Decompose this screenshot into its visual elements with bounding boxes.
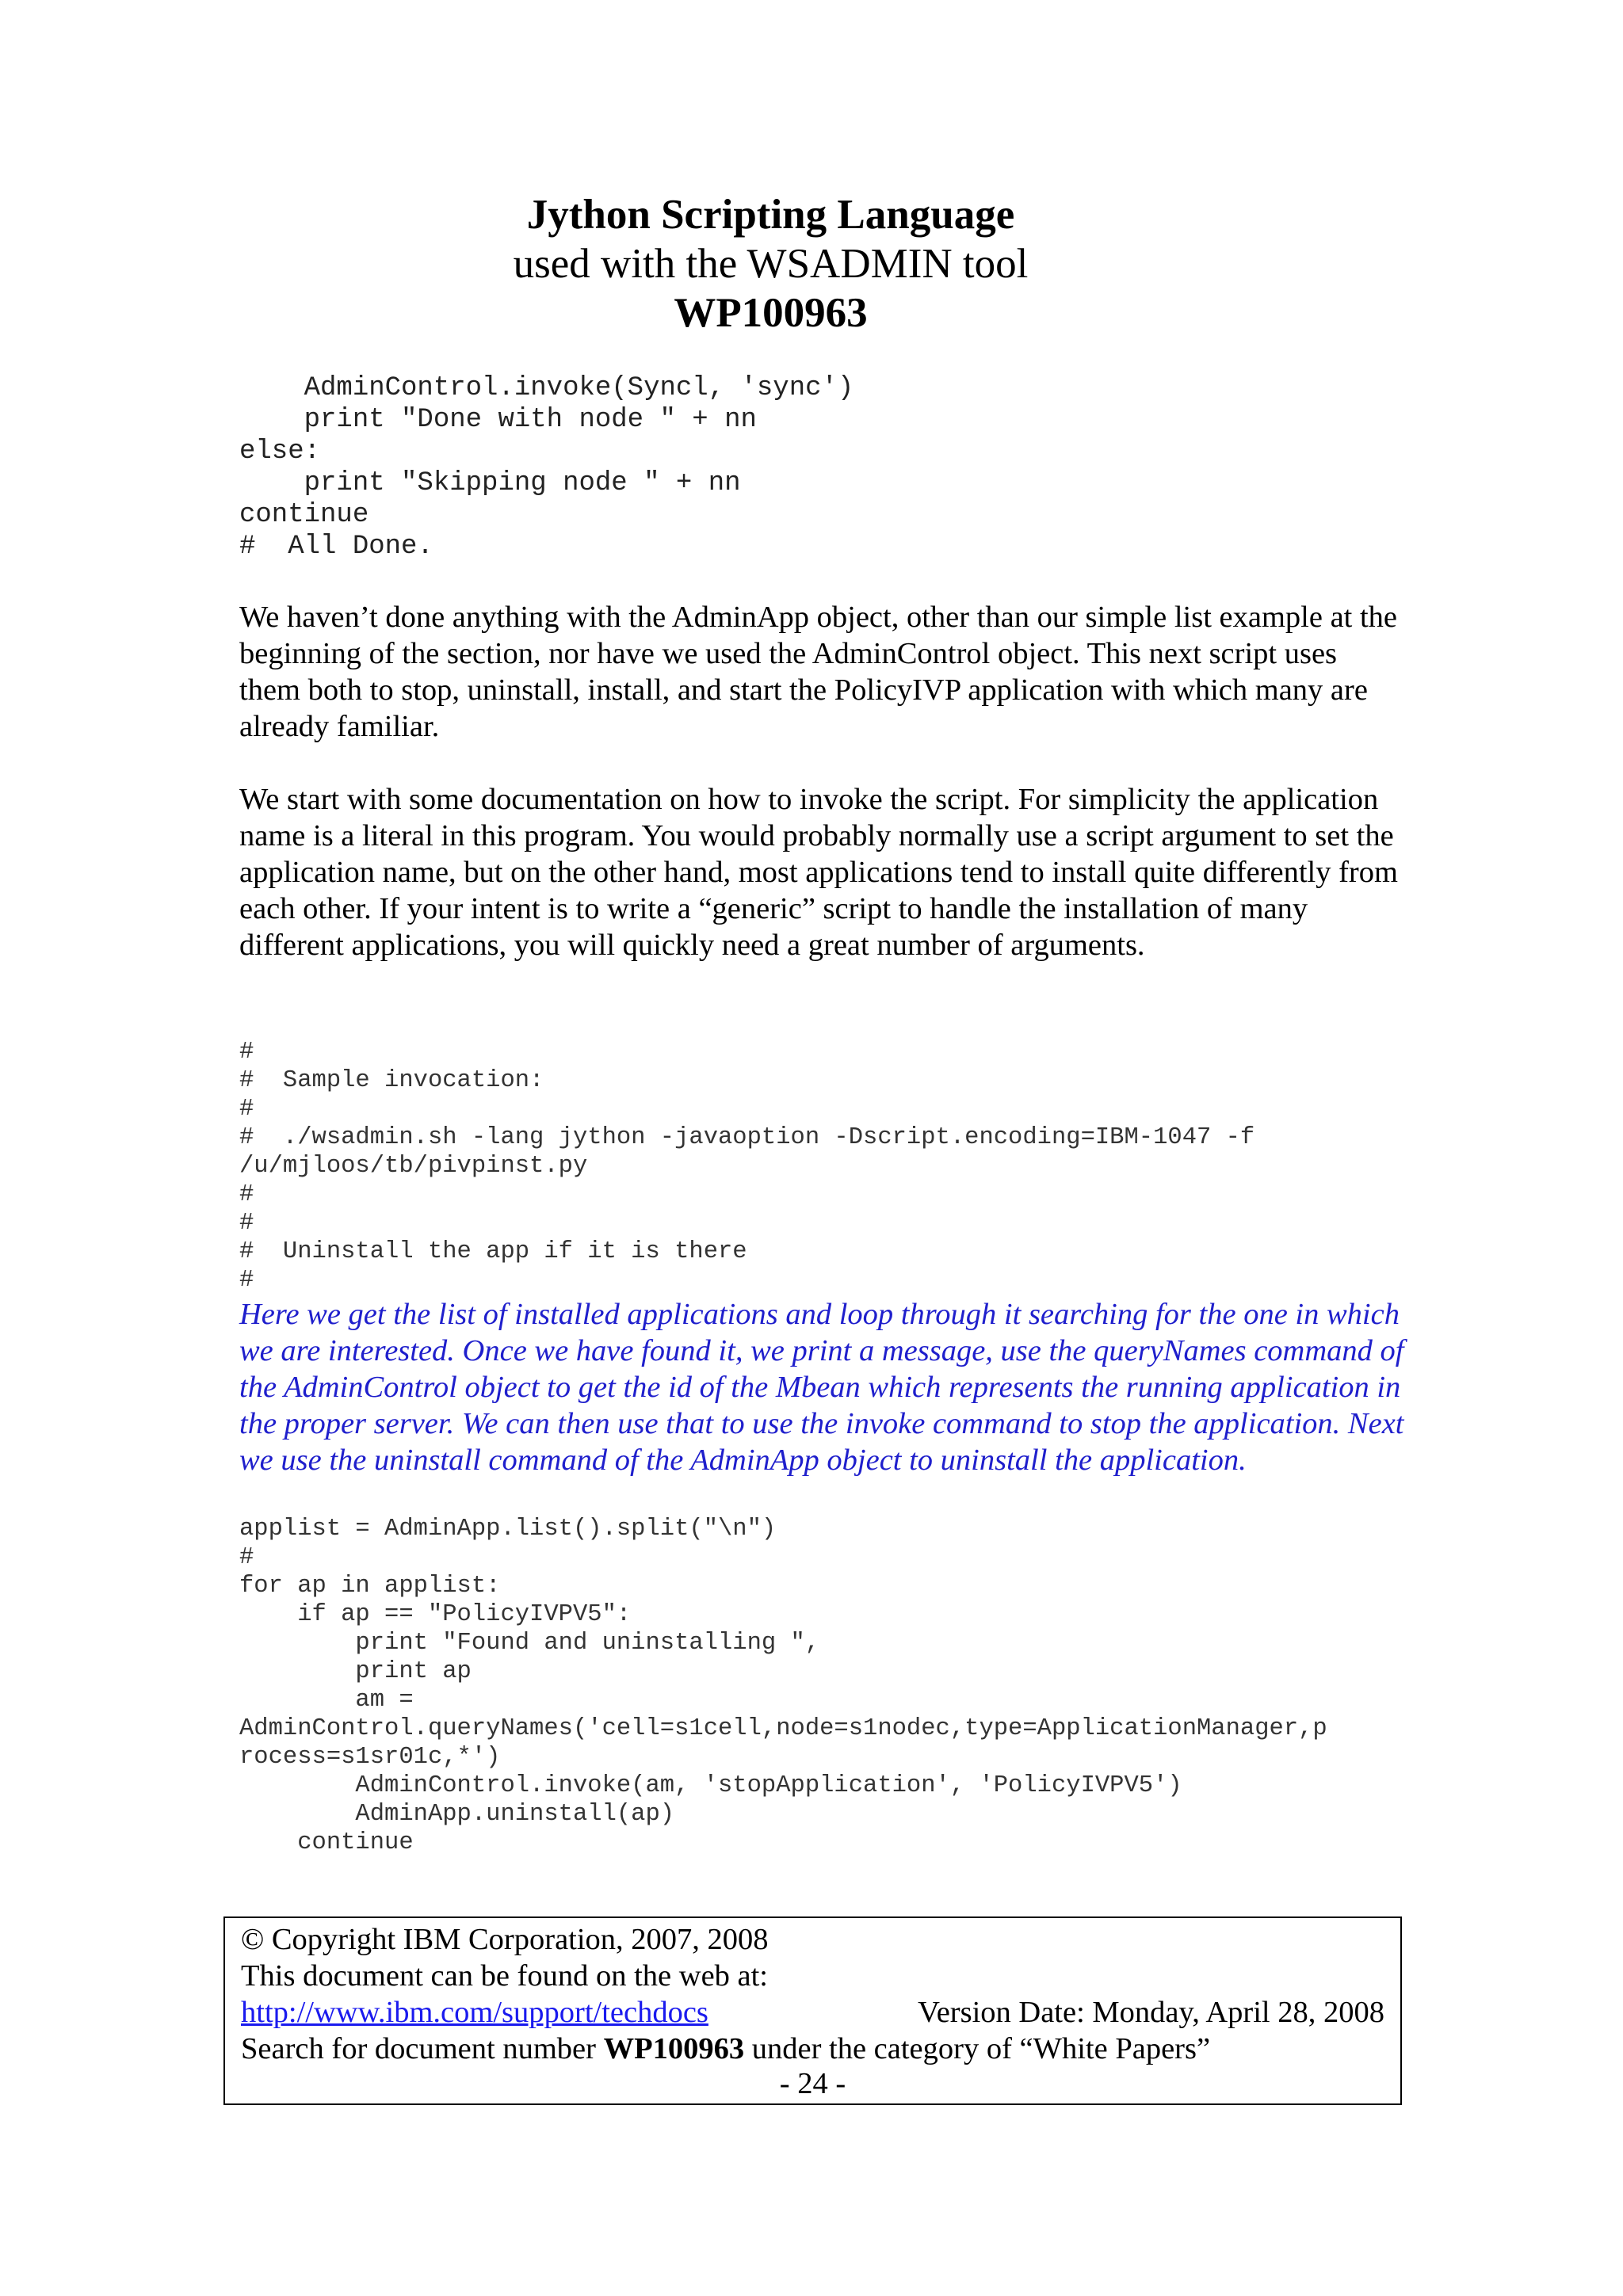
code-block-sample-invocation: # # Sample invocation: # # ./wsadmin.sh -lang jython -javaoption -Dscript.encoding=IBM-1047 -f /u/mjloos/tb/pivpinst.py # # # Uninstall the app if it is there # bbox=[239, 1039, 1255, 1294]
footer-search-suffix: under the category of “White Papers” bbox=[744, 2032, 1211, 2065]
paragraph-invocation-docs: We start with some documentation on how to invoke the script. For simplicity the application name is a literal in this program. You would probably normally use a script argument to set the application name, but on the other hand, most applications tend to install quite differently from each other. If your intent is to write a “generic” script to handle the installation of many different applications, you will quickly need a great number of arguments. bbox=[239, 783, 1398, 962]
code-block-uninstall: applist = AdminApp.list().split("\n") # for ap in applist: if ap == "PolicyIVPV5": print "Found and uninstalling ", print ap am = AdminControl.queryNames('cell=s1cell,node=s1nodec,type=ApplicationManager,p rocess=s1sr01c,*') AdminControl.invoke(am, 'stopApplication', 'PolicyIVPV5') AdminApp.uninstall(ap) continue bbox=[239, 1516, 1327, 1856]
footer-copyright: © Copyright IBM Corporation, 2007, 2008 bbox=[241, 1923, 769, 1956]
footer-url-row bbox=[241, 1994, 708, 2031]
page-header bbox=[0, 190, 1541, 338]
document-subtitle: used with the WSADMIN tool bbox=[513, 241, 1029, 287]
code-block-sync: AdminControl.invoke(Syncl, 'sync') print "Done with node " + nn else: print "Skipping node " + nn continue # All Done. bbox=[239, 373, 854, 562]
footer-search-line bbox=[241, 2031, 1210, 2067]
page-number: - 24 - bbox=[779, 2067, 846, 2100]
explanatory-note: Here we get the list of installed applications and loop through it searching for the one in which we are interested. Once we have found it, we print a message, use the queryNames command of the AdminControl object to get the id of the Mbean which represents the running application in the proper server. We can then use that to use the invoke command to stop the application. Next we use the uninstall command of the AdminApp object to uninstall the application. bbox=[239, 1298, 1404, 1477]
footer-search-doc-number: WP100963 bbox=[603, 2032, 745, 2065]
footer-search-prefix: Search for document number bbox=[241, 2032, 604, 2065]
document-title: Jython Scripting Language bbox=[526, 192, 1015, 238]
footer-found-on-web: This document can be found on the web at: bbox=[241, 1959, 769, 1993]
paragraph-adminapp-intro: We haven’t done anything with the AdminApp object, other than our simple list example at the beginning of the section, nor have we used the AdminControl object. This next script uses them both to stop, uninstall, install, and start the PolicyIVP application with which many are already familiar. bbox=[239, 601, 1398, 743]
footer-version-date: Version Date: Monday, April 28, 2008 bbox=[918, 1996, 1384, 2029]
footer-box bbox=[223, 1917, 1402, 2105]
techdocs-link[interactable]: http://www.ibm.com/support/techdocs bbox=[241, 1996, 708, 2029]
document-number: WP100963 bbox=[674, 290, 868, 336]
